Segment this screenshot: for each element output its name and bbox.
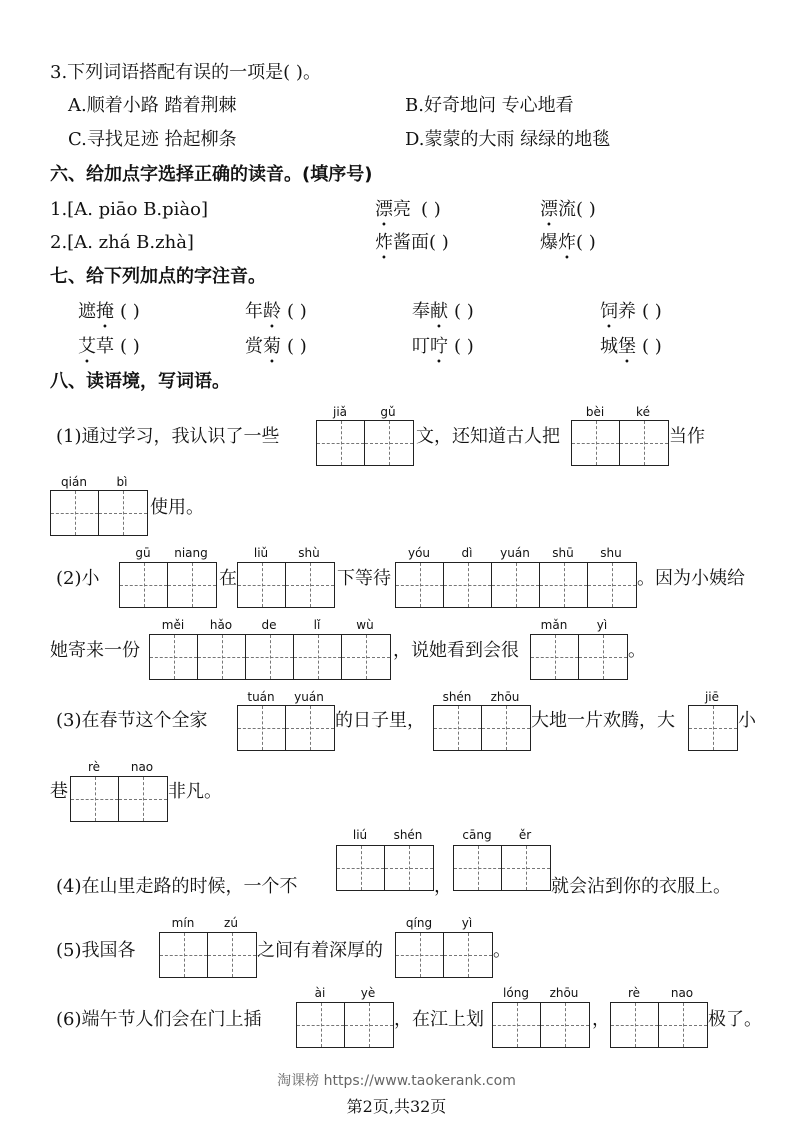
sec6-row1-options: 1.[A. piāo B.piào] bbox=[50, 199, 209, 220]
sec7-item-4: 饲养 ( ) bbox=[600, 301, 662, 322]
pinyin: zú bbox=[224, 916, 238, 930]
pinyin: wù bbox=[356, 618, 374, 632]
pinyin: qíng bbox=[405, 916, 433, 930]
sentence-2-part-b: 在 bbox=[219, 568, 237, 589]
section-6-title: 六、给加点字选择正确的读音。(填序号) bbox=[50, 164, 373, 185]
pinyin: yuán bbox=[500, 546, 530, 560]
writing-grid[interactable] bbox=[433, 705, 531, 751]
footer-page-number: 第2页,共32页 bbox=[346, 1097, 447, 1116]
sec7-item-8: 城堡 ( ) bbox=[600, 336, 662, 357]
pinyin: shù bbox=[298, 546, 320, 560]
writing-grid[interactable] bbox=[688, 705, 738, 751]
sentence-5-part-a: (5)我国各 bbox=[56, 940, 136, 961]
pinyin: niang bbox=[174, 546, 208, 560]
sentence-1-part-d: 使用。 bbox=[150, 497, 204, 518]
pinyin: lóng bbox=[503, 986, 529, 1000]
sentence-5-part-c: 。 bbox=[493, 940, 511, 961]
sentence-4-part-b: ， bbox=[434, 876, 452, 897]
sec7-item-1: 遮掩 ( ) bbox=[78, 301, 140, 322]
pinyin: nao bbox=[130, 760, 154, 774]
pinyin: dì bbox=[461, 546, 473, 560]
writing-grid[interactable] bbox=[316, 420, 414, 466]
pinyin: mín bbox=[171, 916, 195, 930]
sentence-2-part-f: ，说她看到会很 bbox=[393, 640, 519, 661]
pinyin: bì bbox=[116, 475, 128, 489]
sentence-2-part-c: 下等待 bbox=[337, 568, 391, 589]
pinyin: zhōu bbox=[549, 986, 579, 1000]
pinyin: mǎn bbox=[540, 618, 568, 632]
sentence-3-part-c: 大地一片欢腾，大 bbox=[531, 710, 675, 731]
sec7-item-3: 奉献 ( ) bbox=[412, 301, 474, 322]
sentence-1-part-b: 文，还知道古人把 bbox=[416, 426, 560, 447]
pinyin: shū bbox=[552, 546, 574, 560]
pinyin: gū bbox=[135, 546, 151, 560]
footer-site: 淘课榜 https://www.taokerank.com bbox=[277, 1073, 516, 1089]
sec6-row1-word2: 漂流( ) bbox=[540, 199, 596, 220]
sentence-3-part-b: 的日子里， bbox=[335, 710, 425, 731]
writing-grid[interactable] bbox=[237, 562, 335, 608]
pinyin: jiǎ bbox=[332, 405, 348, 419]
pinyin: ěr bbox=[518, 828, 532, 842]
writing-grid[interactable] bbox=[336, 845, 434, 891]
pinyin: ài bbox=[314, 986, 326, 1000]
sentence-3-part-a: (3)在春节这个全家 bbox=[56, 710, 208, 731]
pinyin: de bbox=[261, 618, 277, 632]
writing-grid[interactable] bbox=[492, 1002, 590, 1048]
sentence-2-part-d: 。因为小姨给 bbox=[637, 568, 745, 589]
pinyin: jiē bbox=[704, 690, 720, 704]
sec7-item-7: 叮咛 ( ) bbox=[412, 336, 474, 357]
sentence-6-part-d: 极了。 bbox=[708, 1009, 762, 1030]
sentence-3-part-d: 小 bbox=[738, 710, 756, 731]
q3-stem: 3.下列词语搭配有误的一项是( )。 bbox=[50, 62, 321, 83]
pinyin: shén bbox=[393, 828, 423, 842]
sec7-item-5: 艾草 ( ) bbox=[78, 336, 140, 357]
writing-grid[interactable] bbox=[571, 420, 669, 466]
sentence-5-part-b: 之间有着深厚的 bbox=[257, 940, 383, 961]
pinyin: yè bbox=[360, 986, 376, 1000]
writing-grid[interactable] bbox=[453, 845, 551, 891]
pinyin: rè bbox=[627, 986, 641, 1000]
writing-grid[interactable] bbox=[296, 1002, 394, 1048]
sentence-4-part-a: (4)在山里走路的时候，一个不 bbox=[56, 876, 298, 897]
sec6-row2-word1: 炸酱面( ) bbox=[375, 232, 449, 253]
pinyin: yì bbox=[461, 916, 473, 930]
writing-grid[interactable] bbox=[159, 932, 257, 978]
pinyin: bèi bbox=[585, 405, 605, 419]
pinyin: zhōu bbox=[490, 690, 520, 704]
pinyin: lǐ bbox=[313, 618, 321, 632]
writing-grid[interactable] bbox=[395, 932, 493, 978]
pinyin: liǔ bbox=[253, 546, 269, 560]
pinyin: rè bbox=[87, 760, 101, 774]
q3-option-d: D.蒙蒙的大雨 绿绿的地毯 bbox=[405, 129, 611, 150]
sentence-6-part-b: ，在江上划 bbox=[394, 1009, 484, 1030]
q3-option-b: B.好奇地问 专心地看 bbox=[405, 95, 574, 116]
sentence-2-part-g: 。 bbox=[628, 640, 646, 661]
pinyin: shén bbox=[442, 690, 472, 704]
pinyin: yuán bbox=[294, 690, 324, 704]
q3-option-c: C.寻找足迹 拾起柳条 bbox=[68, 129, 237, 150]
sentence-6-part-a: (6)端午节人们会在门上插 bbox=[56, 1009, 262, 1030]
sentence-4-part-c: 就会沾到你的衣服上。 bbox=[551, 876, 731, 897]
pinyin: gǔ bbox=[380, 405, 396, 419]
sec6-row2-word2: 爆炸( ) bbox=[540, 232, 596, 253]
sec6-row2-options: 2.[A. zhá B.zhà] bbox=[50, 232, 194, 253]
sentence-1-part-c: 当作 bbox=[669, 426, 705, 447]
pinyin: ké bbox=[636, 405, 650, 419]
sec7-item-6: 赏菊 ( ) bbox=[245, 336, 307, 357]
sec7-item-2: 年龄 ( ) bbox=[245, 301, 307, 322]
pinyin: shu bbox=[600, 546, 622, 560]
section-7-title: 七、给下列加点的字注音。 bbox=[50, 266, 266, 287]
writing-grid[interactable] bbox=[610, 1002, 708, 1048]
writing-grid[interactable] bbox=[237, 705, 335, 751]
writing-grid[interactable] bbox=[395, 562, 637, 608]
writing-grid[interactable] bbox=[70, 776, 168, 822]
q3-option-a: A.顺着小路 踏着荆棘 bbox=[68, 95, 237, 116]
sentence-2-part-a: (2)小 bbox=[56, 568, 100, 589]
pinyin: hǎo bbox=[209, 618, 233, 632]
writing-grid[interactable] bbox=[50, 490, 148, 536]
sentence-1-part-a: (1)通过学习，我认识了一些 bbox=[56, 426, 280, 447]
sec6-row1-word1: 漂亮 ( ) bbox=[375, 199, 441, 220]
writing-grid[interactable] bbox=[149, 634, 391, 680]
pinyin: yóu bbox=[407, 546, 431, 560]
writing-grid[interactable] bbox=[119, 562, 217, 608]
pinyin: měi bbox=[161, 618, 185, 632]
pinyin: tuán bbox=[247, 690, 275, 704]
pinyin: cāng bbox=[462, 828, 492, 842]
sentence-3-part-f: 非凡。 bbox=[168, 781, 222, 802]
pinyin: liú bbox=[352, 828, 368, 842]
section-8-title: 八、读语境，写词语。 bbox=[50, 371, 230, 392]
sentence-6-part-c: ， bbox=[592, 1009, 610, 1030]
sentence-3-part-e: 巷 bbox=[50, 781, 68, 802]
sentence-2-part-e: 她寄来一份 bbox=[50, 640, 140, 661]
pinyin: qián bbox=[61, 475, 87, 489]
writing-grid[interactable] bbox=[530, 634, 628, 680]
pinyin: nao bbox=[670, 986, 694, 1000]
pinyin: yì bbox=[596, 618, 608, 632]
